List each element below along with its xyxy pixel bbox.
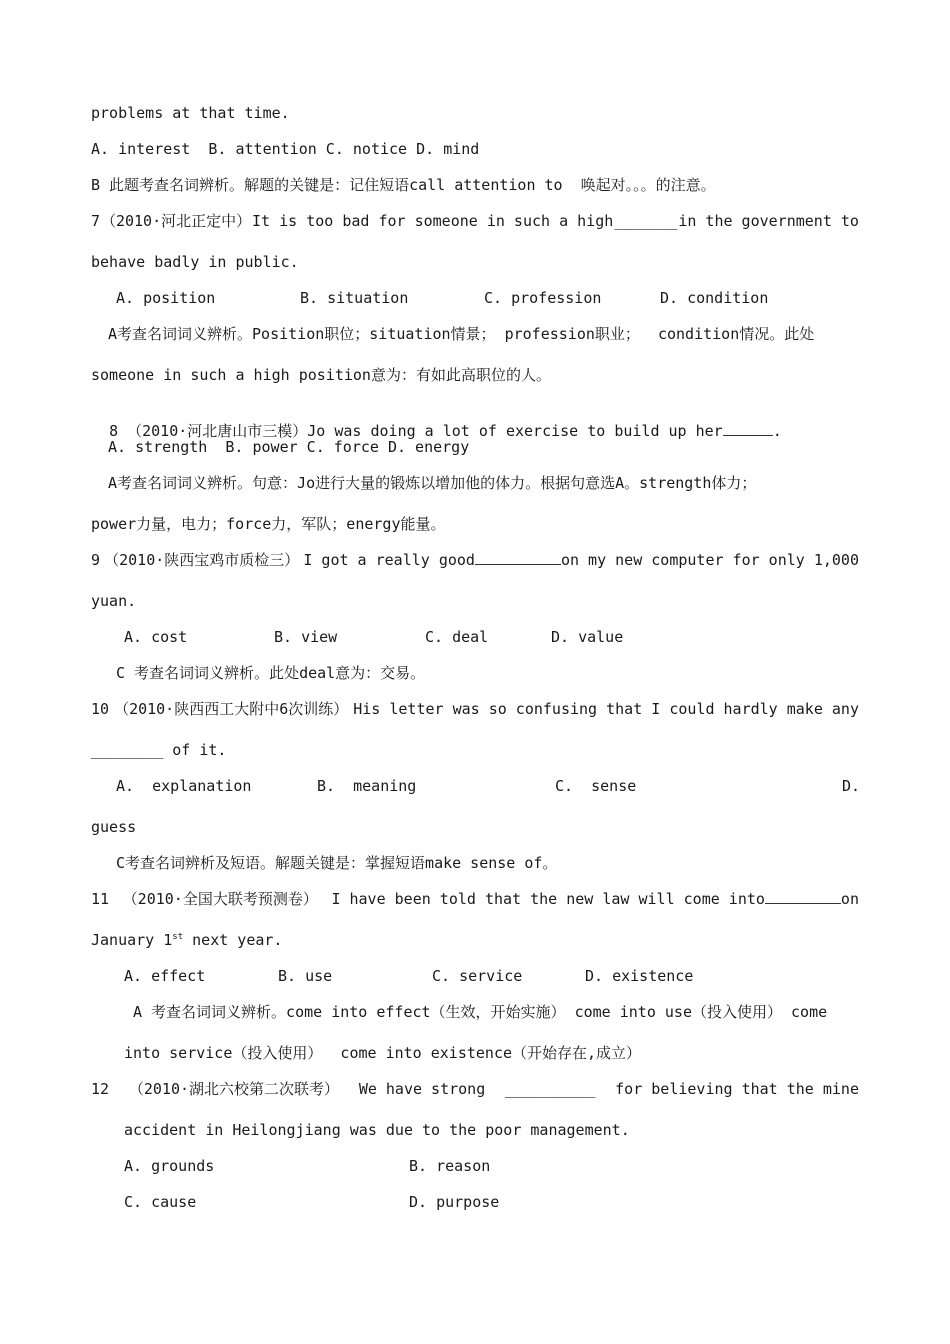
option-b: B. use — [278, 967, 333, 985]
question-text: His letter was so confusing that I could hardly make any — [353, 700, 859, 718]
question-7-stem — [91, 211, 859, 231]
question-12-stem — [91, 1079, 859, 1099]
answer-line: B 此题考查名词辨析。解题的关键是：记住短语call attention to 唤起对。。。的注意。 — [91, 176, 716, 194]
answer-line: power力量，电力；force力，军队；energy能量。 — [91, 515, 446, 533]
answer-blank: ________ — [91, 741, 164, 759]
answer-line: A考查名词词义辨析。句意：Jo进行大量的锻炼以增加他的体力。根据句意选A。strength体力； — [108, 474, 757, 492]
option-b: B. situation — [300, 289, 409, 307]
option-d: D. purpose — [409, 1193, 500, 1211]
option-a: A. cost — [124, 628, 188, 646]
question-text: in the government to — [678, 212, 859, 230]
question-source: （2010·陕西宝鸡市质检三） — [104, 551, 300, 569]
question-9-stem — [91, 550, 859, 570]
option-b: B. view — [274, 628, 338, 646]
answer-line: A 考查名词词义辨析。come into effect（生效，开始实施） come into use（投入使用） come — [133, 1003, 828, 1021]
question-source: （2010·全国大联考预测卷） — [122, 890, 318, 908]
answer-line: A考查名词词义辨析。Position职位；situation情景； profession职业； condition情况。此处 — [108, 325, 815, 343]
option-a: A. explanation — [116, 777, 252, 795]
question-text: Jo was doing a lot of exercise to build up her — [307, 422, 723, 440]
question-number: 8 — [109, 422, 119, 440]
question-12-cont: accident in Heilongjiang was due to the poor management. — [124, 1121, 630, 1139]
question-10-stem — [91, 699, 859, 719]
question-number: 10 — [91, 700, 110, 718]
options-line: A. interest B. attention C. notice D. mind — [91, 140, 480, 158]
answer-blank — [765, 889, 841, 904]
answer-line: someone in such a high position意为：有如此高职位的人。 — [91, 366, 551, 384]
question-end: . — [772, 422, 782, 440]
question-source: （2010·河北正定中） — [100, 212, 252, 230]
option-c: C. profession — [484, 289, 602, 307]
option-c: C. cause — [124, 1193, 197, 1211]
question-9-cont: yuan. — [91, 592, 137, 610]
question-text: I have been told that the new law will come into on — [331, 890, 859, 908]
answer-line: C 考查名词词义辨析。此处deal意为：交易。 — [116, 664, 426, 682]
question-text: for believing that the mine — [615, 1080, 859, 1098]
answer-blank — [475, 550, 561, 565]
answer-blank: _______ — [614, 212, 678, 230]
option-c: C. service — [432, 967, 523, 985]
question-number: 7 — [91, 212, 101, 230]
question-number: 12 — [91, 1080, 110, 1098]
option-d: D. existence — [585, 967, 694, 985]
option-b: B. reason — [409, 1157, 491, 1175]
option-d: D. condition — [660, 289, 769, 307]
options-line: A. strength B. power C. force D. energy — [108, 438, 470, 456]
option-b: B. meaning — [317, 777, 417, 795]
answer-line: into service（投入使用） come into existence（开始存在,成立） — [124, 1044, 642, 1062]
answer-blank — [723, 421, 773, 436]
question-text: I got a really good on my new computer for only 1,000 — [303, 551, 859, 569]
question-number: 11 — [91, 890, 110, 908]
option-d: D. — [842, 777, 861, 795]
question-11-stem — [91, 889, 859, 909]
answer-blank: __________ — [505, 1080, 596, 1098]
option-c: C. deal — [425, 628, 489, 646]
question-text: It is too bad for someone in such a high — [252, 212, 614, 230]
question-number: 9 — [91, 551, 101, 569]
option-a: A. position — [116, 289, 216, 307]
option-a: A. effect — [124, 967, 206, 985]
option-d: D. value — [551, 628, 624, 646]
option-a: A. grounds — [124, 1157, 215, 1175]
option-d-text: guess — [91, 818, 137, 836]
option-c: C. sense — [555, 777, 637, 795]
text-line: problems at that time. — [91, 104, 290, 122]
question-source: （2010·湖北六校第二次联考） — [128, 1080, 340, 1098]
question-text: We have strong — [358, 1080, 486, 1098]
question-8-stem — [91, 401, 782, 441]
question-source: （2010·陕西西工大附中6次训练） — [114, 700, 349, 718]
question-11-cont: January 1st next year. — [91, 931, 283, 949]
question-10-cont: ________ of it. — [91, 741, 227, 759]
answer-line: C考查名词辨析及短语。解题关键是：掌握短语make sense of。 — [116, 854, 558, 872]
question-source: （2010·河北唐山市三模） — [127, 422, 308, 440]
question-7-cont: behave badly in public. — [91, 253, 299, 271]
